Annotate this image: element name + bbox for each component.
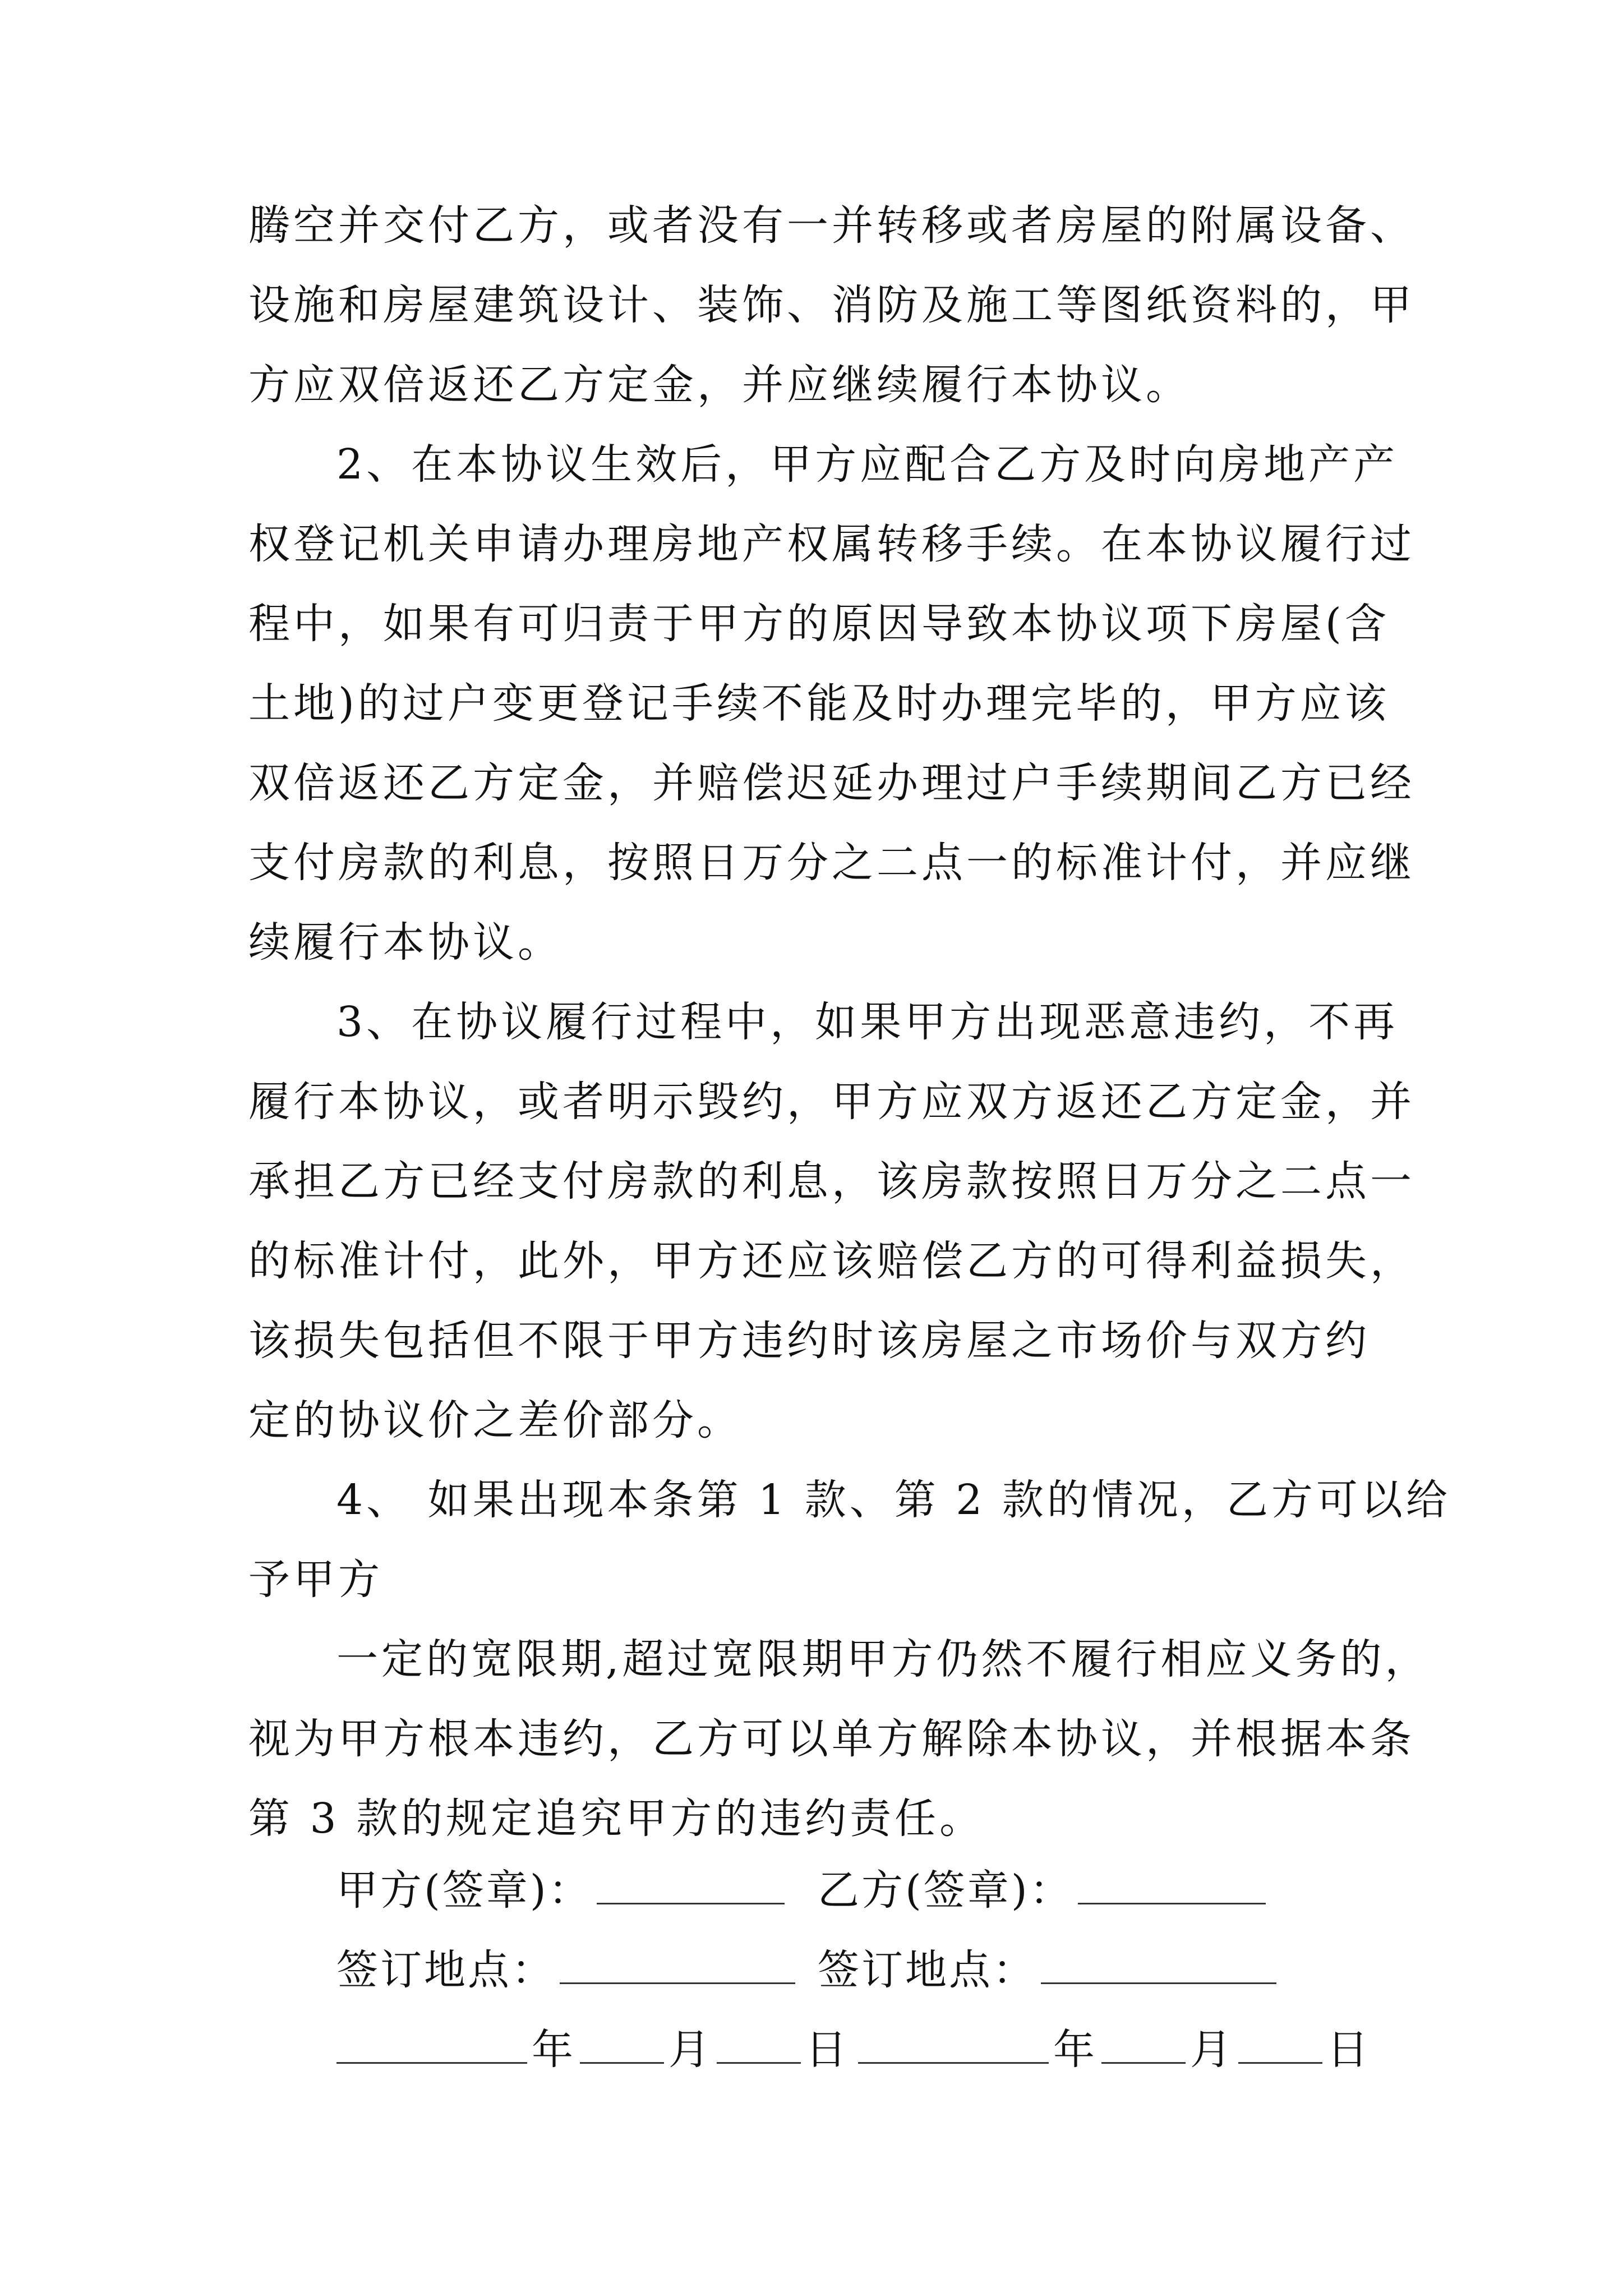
party-b-year-blank[interactable] xyxy=(858,2023,1049,2064)
party-b-signature-blank[interactable] xyxy=(1078,1864,1266,1904)
paragraph-line: 腾空并交付乙方，或者没有一并转移或者房屋的附属设备、 xyxy=(248,201,1415,250)
paragraph-line: 4、 如果出现本条第 1 款、第 2 款的情况，乙方可以给 xyxy=(336,1476,1451,1524)
paragraph-line: 2、在本协议生效后，甲方应配合乙方及时向房地产产 xyxy=(336,440,1399,489)
paragraph-line: 支付房款的利息，按照日万分之二点一的标准计付，并应继 xyxy=(248,839,1415,887)
party-b-label: 乙方(签章)： xyxy=(818,1866,1073,1915)
month-label: 月 xyxy=(1190,2026,1234,2074)
month-label: 月 xyxy=(668,2026,712,2074)
paragraph-line: 予甲方 xyxy=(248,1556,383,1604)
year-label: 年 xyxy=(532,2026,575,2074)
party-a-signature-row xyxy=(336,1862,789,1918)
party-b-day-blank[interactable] xyxy=(1238,2023,1322,2064)
paragraph-line: 定的协议价之差价部分。 xyxy=(248,1396,742,1444)
party-b-signature-row xyxy=(818,1862,1270,1918)
day-label: 日 xyxy=(1327,2026,1371,2074)
party-a-place-row xyxy=(336,1942,800,1998)
party-b-place-row xyxy=(818,1942,1281,1998)
year-label: 年 xyxy=(1053,2026,1097,2074)
party-a-month-blank[interactable] xyxy=(580,2023,664,2064)
paragraph-line: 设施和房屋建筑设计、装饰、消防及施工等图纸资料的，甲 xyxy=(248,281,1415,329)
party-a-place-label: 签订地点： xyxy=(336,1946,555,1994)
paragraph-line: 双倍返还乙方定金，并赔偿迟延办理过户手续期间乙方已经 xyxy=(248,759,1415,807)
paragraph-line: 视为甲方根本违约，乙方可以单方解除本协议，并根据本条 xyxy=(248,1715,1415,1763)
party-a-label: 甲方(签章)： xyxy=(336,1866,592,1915)
paragraph-line: 的标准计付，此外，甲方还应该赔偿乙方的可得利益损失， xyxy=(248,1237,1415,1285)
party-b-month-blank[interactable] xyxy=(1101,2023,1186,2064)
party-a-day-blank[interactable] xyxy=(717,2023,801,2064)
paragraph-line: 权登记机关申请办理房地产权属转移手续。在本协议履行过 xyxy=(248,520,1415,568)
paragraph-line: 第 3 款的规定追究甲方的违约责任。 xyxy=(248,1795,985,1843)
paragraph-line: 方应双倍返还乙方定金，并应继续履行本协议。 xyxy=(248,361,1191,409)
paragraph-line: 土地)的过户变更登记手续不能及时办理完毕的，甲方应该 xyxy=(248,679,1390,728)
paragraph-line: 程中，如果有可归责于甲方的原因导致本协议项下房屋(含 xyxy=(248,600,1390,648)
party-b-place-label: 签订地点： xyxy=(818,1946,1036,1994)
paragraph-line: 一定的宽限期,超过宽限期甲方仍然不履行相应义务的， xyxy=(336,1635,1430,1683)
paragraph-line: 3、在协议履行过程中，如果甲方出现恶意违约，不再 xyxy=(336,998,1399,1046)
party-a-signature-blank[interactable] xyxy=(597,1864,785,1904)
party-a-date-row xyxy=(336,2022,849,2078)
paragraph-line: 履行本协议，或者明示毁约，甲方应双方返还乙方定金，并 xyxy=(248,1078,1415,1126)
party-b-date-row xyxy=(858,2022,1371,2078)
party-a-place-blank[interactable] xyxy=(560,1943,795,1984)
party-b-place-blank[interactable] xyxy=(1041,1943,1276,1984)
paragraph-line: 该损失包括但不限于甲方违约时该房屋之市场价与双方约 xyxy=(248,1317,1370,1365)
day-label: 日 xyxy=(805,2026,849,2074)
paragraph-line: 承担乙方已经支付房款的利息，该房款按照日万分之二点一 xyxy=(248,1157,1415,1205)
paragraph-line: 续履行本协议。 xyxy=(248,918,562,967)
party-a-year-blank[interactable] xyxy=(336,2023,527,2064)
